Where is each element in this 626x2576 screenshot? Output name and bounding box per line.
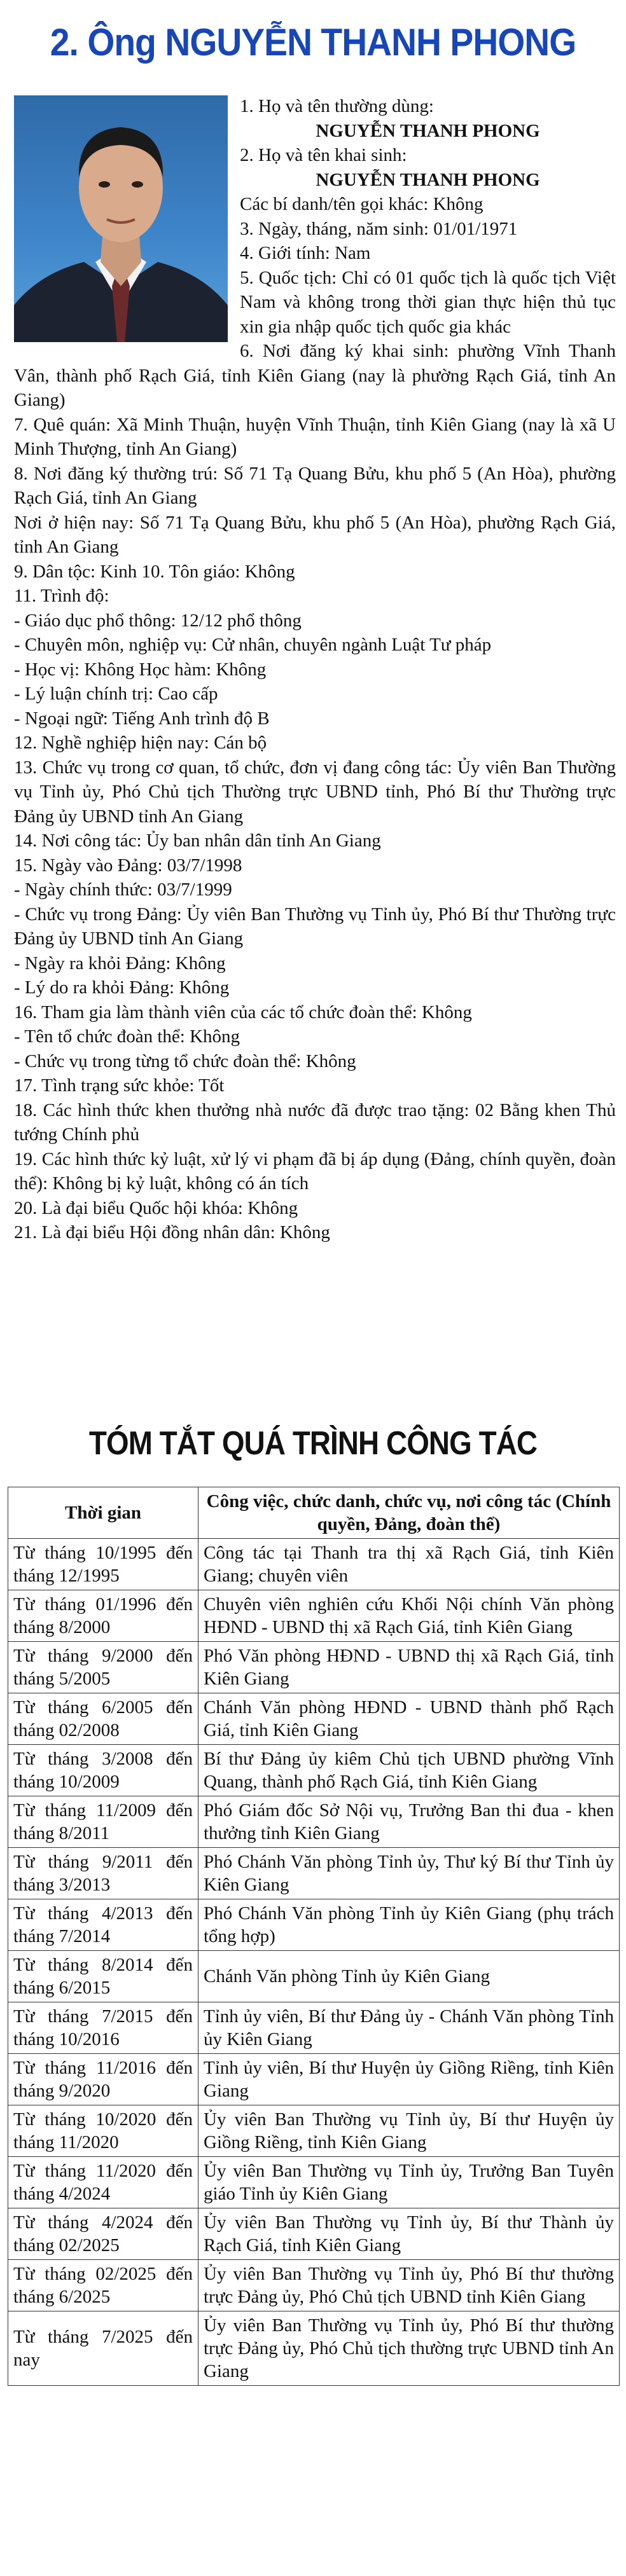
- row-period: Từ tháng 6/2005 đến tháng 02/2008: [8, 1693, 198, 1745]
- table-row: [8, 2208, 620, 2260]
- info-line: 15. Ngày vào Đảng: 03/7/1998: [14, 855, 242, 876]
- row-period: Từ tháng 02/2025 đến tháng 6/2025: [8, 2260, 198, 2311]
- table-row: [8, 2054, 620, 2105]
- info-line: 20. Là đại biểu Quốc hội khóa: Không: [14, 1197, 298, 1218]
- row-position: Tỉnh ủy viên, Bí thư Huyện ủy Giồng Riềng, tỉnh Kiên Giang: [198, 2054, 620, 2105]
- row-position: Ủy viên Ban Thường vụ Tỉnh ủy, Trưởng Ban Tuyên giáo Tỉnh ủy Kiên Giang: [198, 2157, 620, 2208]
- row-position: Phó Chánh Văn phòng Tỉnh ủy, Thư ký Bí thư Tỉnh ủy Kiên Giang: [198, 1848, 620, 1899]
- row-position: Ủy viên Ban Thường vụ Tỉnh ủy, Bí thư Huyện ủy Giồng Riềng, tỉnh Kiên Giang: [198, 2105, 620, 2157]
- info-line: - Lý luận chính trị: Cao cấp: [14, 684, 218, 704]
- personal-info: [14, 94, 616, 1245]
- career-header-row: [8, 1487, 620, 1539]
- table-row: [8, 2157, 620, 2208]
- row-period: Từ tháng 11/2009 đến tháng 8/2011: [8, 1796, 198, 1848]
- table-row: [8, 1745, 620, 1796]
- row-period: Từ tháng 10/2020 đến tháng 11/2020: [8, 2105, 198, 2157]
- row-position: Chuyên viên nghiên cứu Khối Nội chính Văn phòng HĐND - UBND thị xã Rạch Giá, tỉnh Kiên Giang: [198, 1590, 620, 1642]
- info-line: - Chuyên môn, nghiệp vụ: Cử nhân, chuyên ngành Luật Tư pháp: [14, 635, 492, 655]
- info-line: Nơi ở hiện nay: Số 71 Tạ Quang Bửu, khu phố 5 (An Hòa), phường Rạch Giá, tỉnh An Giang: [14, 512, 616, 557]
- info-line: 4. Giới tính: Nam: [240, 243, 371, 263]
- info-line: 9. Dân tộc: Kinh 10. Tôn giáo: Không: [14, 561, 295, 582]
- info-line: 8. Nơi đăng ký thường trú: Số 71 Tạ Quang Bửu, khu phố 5 (An Hòa), phường Rạch Giá, tỉnh An Giang: [14, 463, 616, 508]
- header-position: Công việc, chức danh, chức vụ, nơi công tác (Chính quyền, Đảng, đoàn thể): [198, 1487, 620, 1539]
- career-section-title: TÓM TẮT QUÁ TRÌNH CÔNG TÁC: [88, 1425, 538, 1462]
- row-period: Từ tháng 11/2020 đến tháng 4/2024: [8, 2157, 198, 2208]
- row-position: Bí thư Đảng ủy kiêm Chủ tịch UBND phường Vĩnh Quang, thành phố Rạch Giá, tỉnh Kiên Giang: [198, 1745, 620, 1796]
- table-row: [8, 2002, 620, 2054]
- row-position: Chánh Văn phòng Tỉnh ủy Kiên Giang: [198, 1951, 620, 2002]
- info-line: 17. Tình trạng sức khỏe: Tốt: [14, 1075, 225, 1096]
- row-period: Từ tháng 7/2015 đến tháng 10/2016: [8, 2002, 198, 2054]
- row-position: Ủy viên Ban Thường vụ Tỉnh ủy, Phó Bí thư thường trực Đảng ủy, Phó Chủ tịch UBND tỉnh Kiên Giang: [198, 2260, 620, 2311]
- row-period: Từ tháng 8/2014 đến tháng 6/2015: [8, 1951, 198, 2002]
- table-row: [8, 1848, 620, 1899]
- row-position: Ủy viên Ban Thường vụ Tỉnh ủy, Bí thư Thành ủy Rạch Giá, tỉnh Kiên Giang: [198, 2208, 620, 2260]
- info-line: 21. Là đại biểu Hội đồng nhân dân: Không: [14, 1222, 330, 1243]
- table-row: [8, 1693, 620, 1745]
- info-line: 6. Nơi đăng ký khai sinh: phường Vĩnh Thanh Vân, thành phố Rạch Giá, tỉnh Kiên Giang (nay là phường Rạch Giá, tỉnh An Giang): [14, 341, 616, 410]
- row-position: Phó Văn phòng HĐND - UBND thị xã Rạch Giá, tỉnh Kiên Giang: [198, 1642, 620, 1693]
- row-period: Từ tháng 11/2016 đến tháng 9/2020: [8, 2054, 198, 2105]
- row-period: Từ tháng 10/1995 đến tháng 12/1995: [8, 1539, 198, 1590]
- career-table: [8, 1487, 620, 2386]
- row-position: Chánh Văn phòng HĐND - UBND thành phố Rạch Giá, tỉnh Kiên Giang: [198, 1693, 620, 1745]
- row-position: Ủy viên Ban Thường vụ Tỉnh ủy, Phó Bí thư thường trực Đảng ủy, Phó Chủ tịch thường trực UBND tỉnh An Giang: [198, 2311, 620, 2386]
- page-title: 2. Ông NGUYỄN THANH PHONG: [50, 21, 576, 64]
- info-line: 14. Nơi công tác: Ủy ban nhân dân tỉnh An Giang: [14, 830, 381, 851]
- row-position: Công tác tại Thanh tra thị xã Rạch Giá, tỉnh Kiên Giang; chuyên viên: [198, 1539, 620, 1590]
- birth-name: NGUYỄN THANH PHONG: [316, 169, 540, 190]
- info-line: - Chức vụ trong Đảng: Ủy viên Ban Thường vụ Tỉnh ủy, Phó Bí thư Thường trực Đảng ủy UBND tỉnh An Giang: [14, 904, 616, 949]
- row-period: Từ tháng 7/2025 đến nay: [8, 2311, 198, 2386]
- row-period: Từ tháng 9/2011 đến tháng 3/2013: [8, 1848, 198, 1899]
- info-line: 2. Họ và tên khai sinh:: [240, 145, 407, 165]
- row-position: Tỉnh ủy viên, Bí thư Đảng ủy - Chánh Văn phòng Tỉnh ủy Kiên Giang: [198, 2002, 620, 2054]
- info-line: 19. Các hình thức kỷ luật, xử lý vi phạm đã bị áp dụng (Đảng, chính quyền, đoàn thể): Không bị kỷ luật, không có án tích: [14, 1148, 616, 1194]
- table-row: [8, 2105, 620, 2157]
- common-name: NGUYỄN THANH PHONG: [316, 120, 540, 141]
- info-line: 1. Họ và tên thường dùng:: [240, 96, 434, 116]
- info-line: - Ngày ra khỏi Đảng: Không: [14, 953, 226, 974]
- info-line: - Tên tổ chức đoàn thể: Không: [14, 1026, 240, 1047]
- info-line: Các bí danh/tên gọi khác: Không: [240, 194, 483, 214]
- info-line: 7. Quê quán: Xã Minh Thuận, huyện Vĩnh Thuận, tỉnh Kiên Giang (nay là xã U Minh Thượng, tỉnh An Giang): [14, 414, 616, 459]
- info-line: 13. Chức vụ trong cơ quan, tổ chức, đơn vị đang công tác: Ủy viên Ban Thường vụ Tỉnh ủy, Phó Chủ tịch Thường trực UBND tỉnh, Phó Bí thư Thường trực Đảng ủy UBND tỉnh An Giang: [14, 757, 616, 827]
- row-period: Từ tháng 9/2000 đến tháng 5/2005: [8, 1642, 198, 1693]
- info-line: 11. Trình độ:: [14, 586, 109, 606]
- table-row: [8, 1642, 620, 1693]
- header-period: Thời gian: [8, 1487, 198, 1539]
- info-line: - Ngoại ngữ: Tiếng Anh trình độ B: [14, 708, 270, 729]
- info-line: 3. Ngày, tháng, năm sinh: 01/01/1971: [240, 218, 518, 239]
- row-period: Từ tháng 4/2013 đến tháng 7/2014: [8, 1899, 198, 1951]
- table-row: [8, 1539, 620, 1590]
- table-row: [8, 1796, 620, 1848]
- info-line: 12. Nghề nghiệp hiện nay: Cán bộ: [14, 733, 267, 753]
- row-period: Từ tháng 01/1996 đến tháng 8/2000: [8, 1590, 198, 1642]
- table-row: [8, 2311, 620, 2386]
- table-row: [8, 2260, 620, 2311]
- row-position: Phó Giám đốc Sở Nội vụ, Trưởng Ban thi đua - khen thưởng tỉnh Kiên Giang: [198, 1796, 620, 1848]
- table-row: [8, 1951, 620, 2002]
- info-line: 5. Quốc tịch: Chỉ có 01 quốc tịch là quốc tịch Việt Nam và không trong thời gian thực hiện thủ tục xin gia nhập quốc tịch quốc gia khác: [240, 267, 616, 337]
- row-position: Phó Chánh Văn phòng Tỉnh ủy Kiên Giang (phụ trách tổng hợp): [198, 1899, 620, 1951]
- row-period: Từ tháng 4/2024 đến tháng 02/2025: [8, 2208, 198, 2260]
- info-line: - Lý do ra khỏi Đảng: Không: [14, 977, 230, 998]
- info-line: - Ngày chính thức: 03/7/1999: [14, 879, 232, 900]
- row-period: Từ tháng 3/2008 đến tháng 10/2009: [8, 1745, 198, 1796]
- info-line: - Học vị: Không Học hàm: Không: [14, 659, 267, 680]
- info-line: 16. Tham gia làm thành viên của các tổ chức đoàn thể: Không: [14, 1002, 472, 1023]
- table-row: [8, 1590, 620, 1642]
- info-line: - Chức vụ trong từng tổ chức đoàn thể: Không: [14, 1050, 356, 1071]
- info-line: - Giáo dục phổ thông: 12/12 phổ thông: [14, 610, 302, 631]
- table-row: [8, 1899, 620, 1951]
- info-line: 18. Các hình thức khen thưởng nhà nước đã được trao tặng: 02 Bằng khen Thủ tướng Chính phủ: [14, 1099, 616, 1145]
